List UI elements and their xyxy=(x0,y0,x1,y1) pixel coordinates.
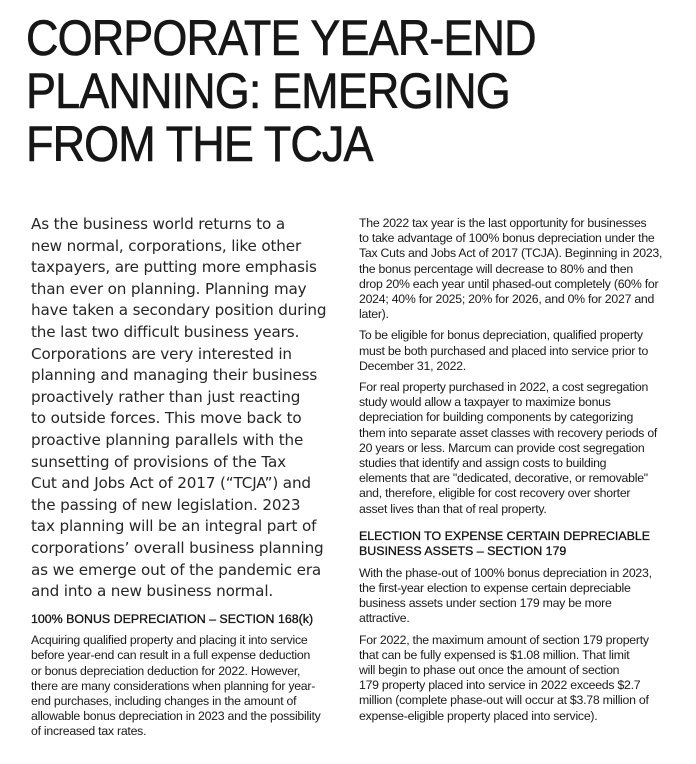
body-line: For 2022, the maximum amount of section 179 property xyxy=(359,632,649,647)
body-line: million (complete phase-out will occur at $3.78 million of xyxy=(359,693,649,708)
body-line: studies that identify and assign costs to building xyxy=(359,456,607,471)
heading-line: BUSINESS ASSETS – SECTION 179 xyxy=(359,544,567,559)
body-line: must be both purchased and placed into service prior to xyxy=(359,343,649,358)
intro-line: the last two difficult business years. xyxy=(31,322,300,341)
title-line: CORPORATE YEAR-END xyxy=(26,10,536,66)
body-line: the first-year election to expense certain depreciable xyxy=(359,581,631,596)
title-line: FROM THE TCJA xyxy=(26,116,373,172)
intro-line: to outside forces. This move back to xyxy=(31,409,302,428)
section-heading-section-179 xyxy=(359,529,689,560)
intro-line: and into a new business normal. xyxy=(31,582,274,601)
intro-paragraph xyxy=(31,214,331,603)
heading-line: 100% BONUS DEPRECIATION – SECTION 168(k) xyxy=(31,611,314,626)
intro-line: corporations’ overall business planning xyxy=(31,538,324,557)
intro-line: new normal, corporations, like other xyxy=(31,236,302,255)
intro-line: proactively rather than just reacting xyxy=(31,387,301,406)
body-line: and, therefore, eligible for cost recovery over shorter xyxy=(359,486,631,501)
intro-line: have taken a secondary position during xyxy=(31,301,327,320)
body-line: 179 property placed into service in 2022 exceeds $2.7 xyxy=(359,678,641,693)
title-line: PLANNING: EMERGING xyxy=(26,63,510,119)
body-line: depreciation for building components by categorizing xyxy=(359,410,634,425)
body-line: that can be fully expensed is $1.08 million. That limit xyxy=(359,647,630,662)
body-line: before year-end can result in a full expense deduction xyxy=(31,648,311,663)
intro-line: the passing of new legislation. 2023 xyxy=(31,495,301,514)
body-line: drop 20% each year until phased-out completely (60% for xyxy=(359,276,659,291)
body-line: will begin to phase out once the amount of section xyxy=(359,663,620,678)
body-line: attractive. xyxy=(359,611,410,626)
left-column xyxy=(31,214,331,740)
intro-line: sunsetting of provisions of the Tax xyxy=(31,452,286,471)
body-line: business assets under section 179 may be more xyxy=(359,596,612,611)
body-line: 20 years or less. Marcum can provide cost segregation xyxy=(359,440,645,455)
section-heading-bonus-depreciation xyxy=(31,612,331,628)
intro-line: tax planning will be an integral part of xyxy=(31,517,317,536)
right-column xyxy=(359,216,689,724)
intro-line: as we emerge out of the pandemic era xyxy=(31,560,322,579)
body-line: there are many considerations when planning for year- xyxy=(31,678,316,693)
section-179-paragraph-2 xyxy=(359,633,689,724)
body-line: or bonus depreciation deduction for 2022. However, xyxy=(31,663,301,678)
bonus-paragraph-2 xyxy=(359,216,689,322)
body-line: them into separate asset classes with recovery periods of xyxy=(359,425,658,440)
body-line: to take advantage of 100% bonus depreciation under the xyxy=(359,231,655,246)
body-line: December 31, 2022. xyxy=(359,358,466,373)
body-line: allowable bonus depreciation in 2023 and the possibility xyxy=(31,709,321,724)
body-line: expense-eligible property placed into service). xyxy=(359,708,598,723)
body-line: later). xyxy=(359,307,389,322)
body-line: the bonus percentage will decrease to 80% and then xyxy=(359,261,633,276)
body-line: The 2022 tax year is the last opportunity for businesses xyxy=(359,216,647,230)
article-title xyxy=(26,12,536,171)
intro-line: planning and managing their business xyxy=(31,366,318,385)
heading-line: ELECTION TO EXPENSE CERTAIN DEPRECIABLE xyxy=(359,528,651,543)
intro-line: than ever on planning. Planning may xyxy=(31,279,307,298)
body-line: To be eligible for bonus depreciation, qualified property xyxy=(359,328,643,343)
intro-line: As the business world returns to a xyxy=(31,215,286,233)
body-line: 2024; 40% for 2025; 20% for 2026, and 0% for 2027 and xyxy=(359,292,655,307)
body-line: study would allow a taxpayer to maximize bonus xyxy=(359,395,611,410)
intro-line: proactive planning parallels with the xyxy=(31,430,304,449)
body-line: of increased tax rates. xyxy=(31,724,147,739)
body-line: Tax Cuts and Jobs Act of 2017 (TCJA). Beginning in 2023, xyxy=(359,246,663,261)
intro-line: taxpayers, are putting more emphasis xyxy=(31,258,317,277)
bonus-paragraph-3 xyxy=(359,328,689,374)
bonus-paragraph-4 xyxy=(359,380,689,517)
body-line: end purchases, including changes in the amount of xyxy=(31,694,297,708)
section-179-paragraph-1 xyxy=(359,566,689,627)
body-line: elements that are "dedicated, decorative, or removable" xyxy=(359,471,648,486)
bonus-paragraph-1 xyxy=(31,633,331,739)
body-line: Acquiring qualified property and placing it into service xyxy=(31,633,308,648)
body-line: With the phase-out of 100% bonus depreciation in 2023, xyxy=(359,565,652,580)
body-line: asset lives than that of real property. xyxy=(359,501,547,516)
intro-line: Corporations are very interested in xyxy=(31,344,292,363)
intro-line: Cut and Jobs Act of 2017 (“TCJA”) and xyxy=(31,474,311,493)
body-line: For real property purchased in 2022, a cost segregation xyxy=(359,380,649,395)
